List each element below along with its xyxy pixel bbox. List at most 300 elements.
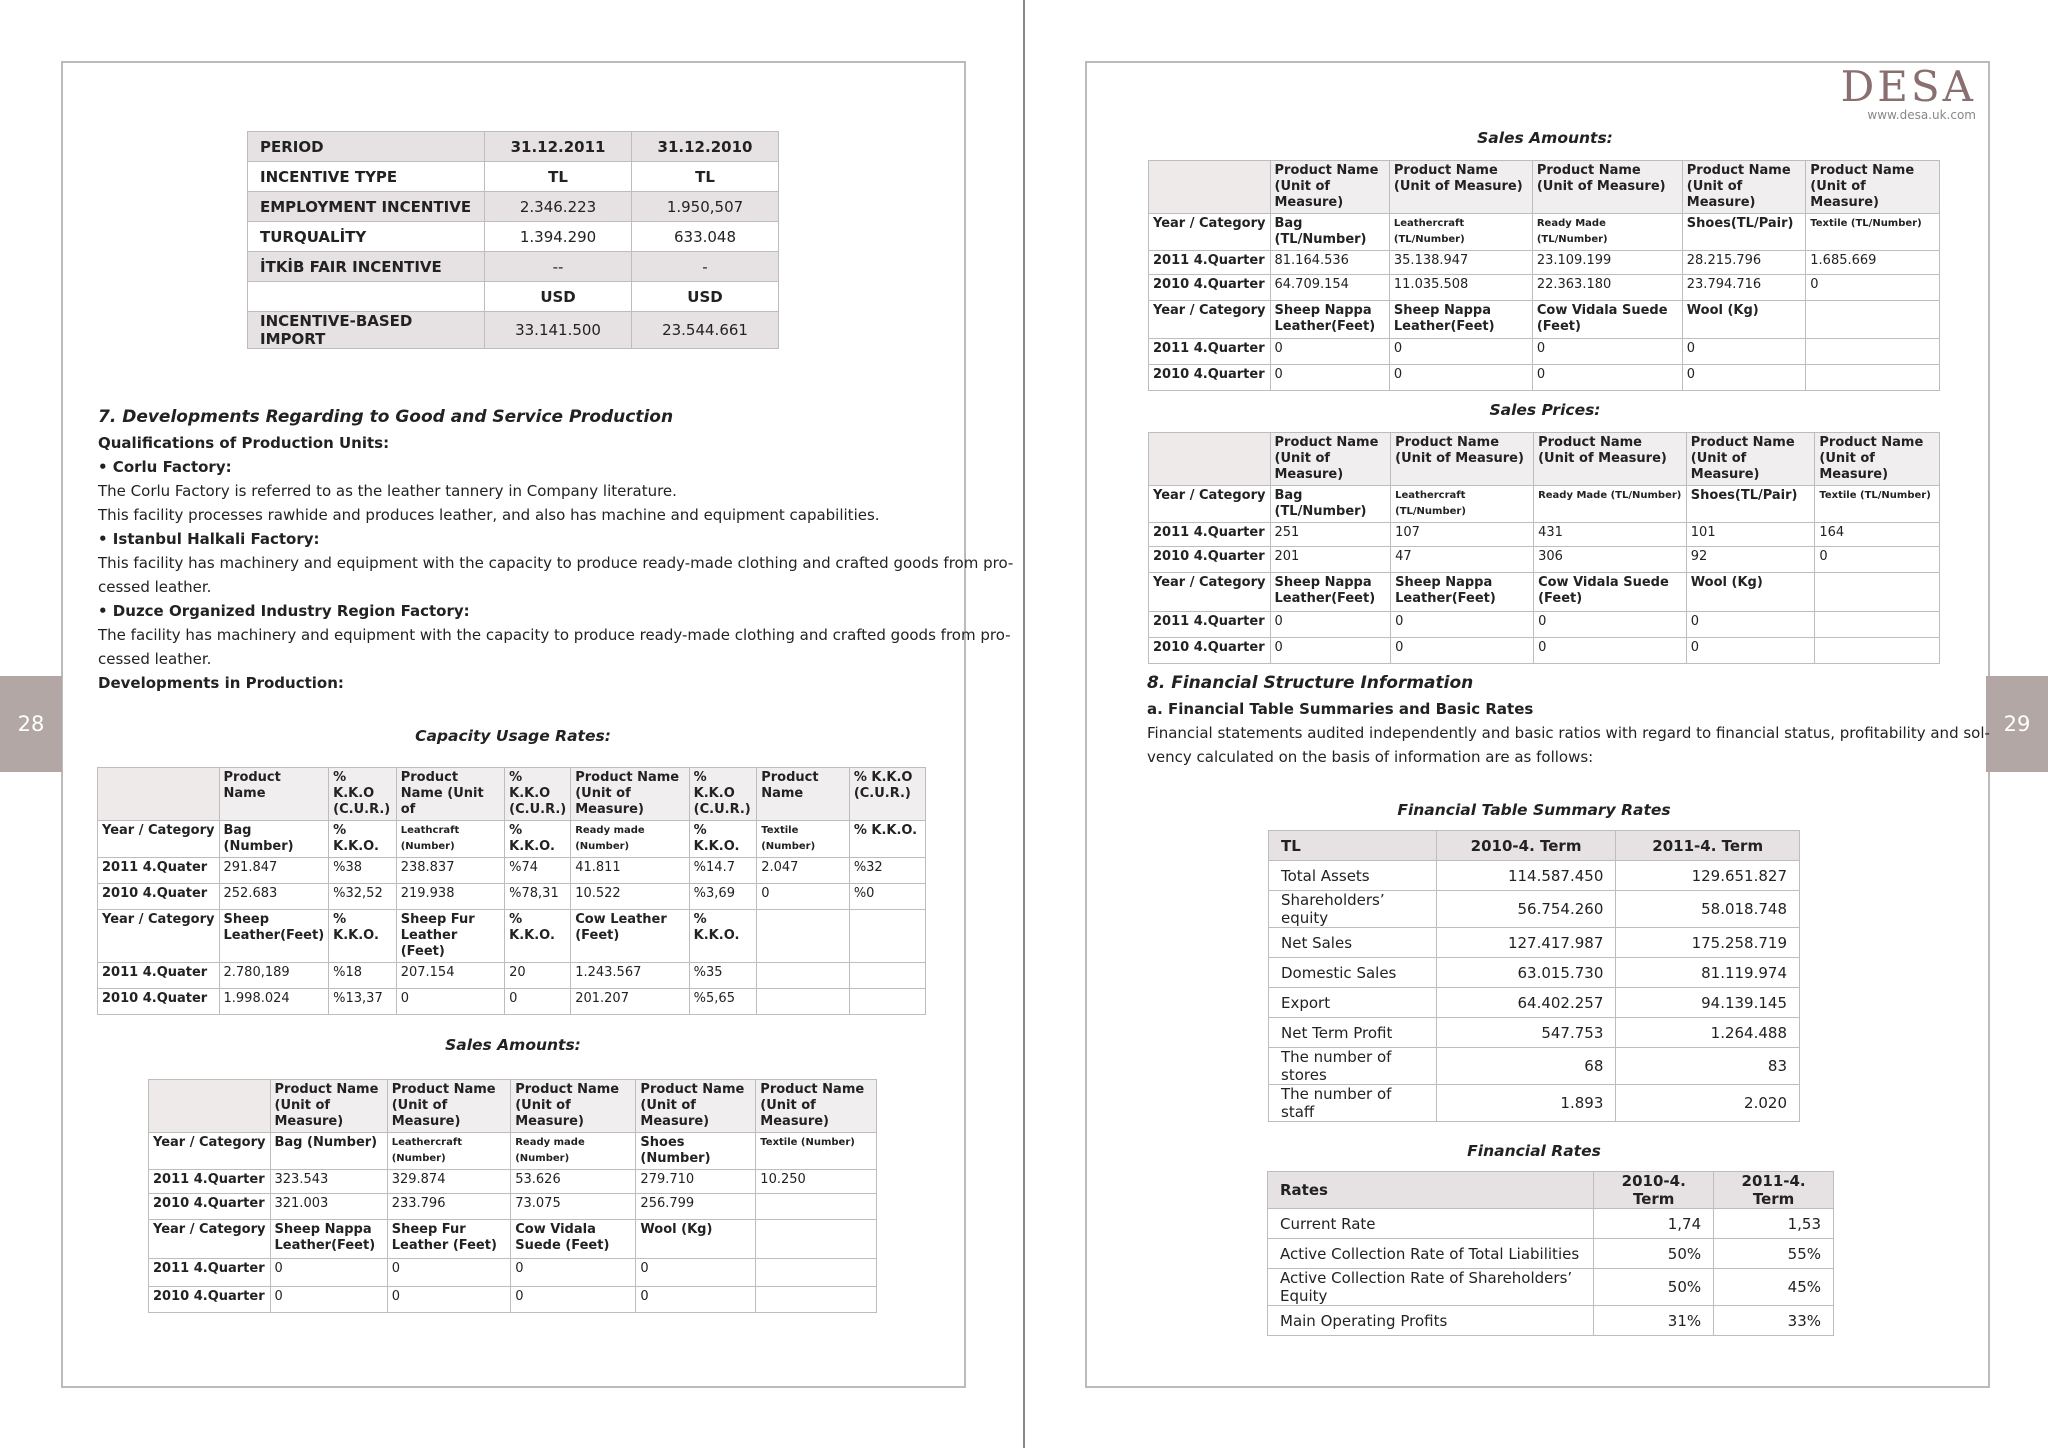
logo-url: www.desa.uk.com — [1867, 108, 1976, 122]
sales-right-cell: 0 — [1806, 275, 1940, 301]
sales-right-cell: 1.685.669 — [1806, 251, 1940, 275]
sales-left-row-label: Year / Category — [149, 1133, 271, 1170]
incentive-value-2010: 31.12.2010 — [632, 132, 779, 162]
halkali-text-1: This facility has machinery and equipment with the capacity to produce ready-made clothing and crafted goods from pro- — [98, 554, 1014, 572]
capacity-row — [98, 989, 926, 1015]
incentive-label: PERIOD — [248, 132, 485, 162]
fin-rates-row-label: Main Operating Profits — [1268, 1306, 1594, 1336]
capacity-row — [98, 821, 926, 858]
capacity-row-label: Year / Category — [98, 821, 220, 858]
capacity-row-label: 2010 4.Quater — [98, 989, 220, 1015]
capacity-cell: 2.047 — [757, 858, 850, 884]
fin-summary-row — [1269, 958, 1800, 988]
incentive-value-2011: -- — [485, 252, 632, 282]
section-7-heading: 7. Developments Regarding to Good and Service Production — [98, 407, 674, 427]
fin-summary-row-label: The number of stores — [1269, 1048, 1437, 1085]
capacity-cell: % K.K.O. — [689, 910, 757, 963]
capacity-cell: 207.154 — [396, 963, 504, 989]
sales-left-cell: Bag (Number) — [270, 1133, 387, 1170]
fin-summary-value: 83 — [1616, 1048, 1800, 1085]
sales-prices-row-label: 2011 4.Quarter — [1149, 523, 1271, 547]
fin-rates-row-label: Active Collection Rate of Total Liabilities — [1268, 1239, 1594, 1269]
fin-summary-value: 1.893 — [1436, 1085, 1616, 1122]
capacity-header-cell: Product Name — [219, 768, 329, 821]
sales-left-header-cell: Product Name (Unit of Measure) — [636, 1080, 756, 1133]
sales-left-cell: 0 — [636, 1287, 756, 1313]
sales-left-cell: 0 — [270, 1287, 387, 1313]
capacity-cell: % K.K.O. — [505, 821, 571, 858]
sales-left-cell: 321.003 — [270, 1194, 387, 1220]
fin-rates-row-label: Active Collection Rate of Shareholders’ Equity — [1268, 1269, 1594, 1306]
incentive-row — [248, 222, 779, 252]
sales-left-cell — [756, 1194, 877, 1220]
fin-summary-row — [1269, 1085, 1800, 1122]
sales-prices-row — [1149, 486, 1940, 523]
developments-subheading: Developments in Production: — [98, 674, 344, 692]
sales-prices-header-cell — [1149, 433, 1271, 486]
sales-prices-cell: 201 — [1270, 547, 1391, 573]
sales-right-cell — [1806, 365, 1940, 391]
sales-left-cell: Wool (Kg) — [636, 1220, 756, 1259]
sales-left-cell: 0 — [511, 1287, 636, 1313]
capacity-cell: Sheep Fur Leather (Feet) — [396, 910, 504, 963]
sales-prices-cell: 0 — [1270, 638, 1391, 664]
capacity-row-label: 2011 4.Quater — [98, 963, 220, 989]
fin-rates-row — [1268, 1239, 1834, 1269]
fin-summary-value: 547.753 — [1436, 1018, 1616, 1048]
sales-right-row-label: 2010 4.Quarter — [1149, 275, 1271, 301]
capacity-cell: 0 — [396, 989, 504, 1015]
fin-summary-value: 81.119.974 — [1616, 958, 1800, 988]
sales-prices-cell: 0 — [1391, 638, 1534, 664]
capacity-cell — [849, 989, 925, 1015]
sales-prices-cell: Shoes(TL/Pair) — [1686, 486, 1815, 523]
capacity-cell: %74 — [505, 858, 571, 884]
sales-right-cell: Sheep Nappa Leather(Feet) — [1389, 301, 1532, 339]
sales-left-cell: 0 — [387, 1259, 511, 1287]
sales-prices-row-label: 2010 4.Quarter — [1149, 547, 1271, 573]
sales-left-cell: 256.799 — [636, 1194, 756, 1220]
sales-right-cell: Ready Made (TL/Number) — [1532, 214, 1682, 251]
sales-right-cell: 35.138.947 — [1389, 251, 1532, 275]
capacity-row-label: Year / Category — [98, 910, 220, 963]
sales-prices-cell: Leathercraft (TL/Number) — [1391, 486, 1534, 523]
fin-summary-value: 58.018.748 — [1616, 891, 1800, 928]
sales-right-cell: Shoes(TL/Pair) — [1682, 214, 1806, 251]
sales-prices-cell: 0 — [1534, 638, 1687, 664]
sales-left-cell: 323.543 — [270, 1170, 387, 1194]
logo-wordmark: DESA — [1840, 62, 1976, 111]
fin-summary-table — [1268, 830, 1800, 1122]
sales-left-row-label: Year / Category — [149, 1220, 271, 1259]
fin-summary-value: 127.417.987 — [1436, 928, 1616, 958]
sales-prices-cell — [1815, 573, 1940, 612]
incentive-value-2010: USD — [632, 282, 779, 312]
sales-prices-header-cell: Product Name (Unit of Measure) — [1391, 433, 1534, 486]
sales-left-row — [149, 1220, 877, 1259]
incentive-value-2010: 633.048 — [632, 222, 779, 252]
capacity-cell: 291.847 — [219, 858, 329, 884]
duzce-factory-bullet: • Duzce Organized Industry Region Factory: — [98, 602, 470, 620]
capacity-header-cell: Product Name (Unit of — [396, 768, 504, 821]
fin-summary-row-label: Domestic Sales — [1269, 958, 1437, 988]
capacity-cell: Sheep Leather(Feet) — [219, 910, 329, 963]
page-number-left: 28 — [0, 676, 62, 772]
fin-rates-row-label: Current Rate — [1268, 1209, 1594, 1239]
sales-left-cell: 10.250 — [756, 1170, 877, 1194]
fin-rates-header-cell: 2010-4. Term — [1594, 1172, 1714, 1209]
fin-summary-row-label: Shareholders’ equity — [1269, 891, 1437, 928]
sales-prices-header-cell: Product Name (Unit of Measure) — [1534, 433, 1687, 486]
section-8-heading: 8. Financial Structure Information — [1147, 673, 1474, 693]
capacity-cell: %13,37 — [329, 989, 397, 1015]
fin-summary-value: 175.258.719 — [1616, 928, 1800, 958]
fin-rates-header-cell: 2011-4. Term — [1714, 1172, 1834, 1209]
capacity-header-cell: Product Name (Unit of Measure) — [571, 768, 689, 821]
sales-amounts-right-title: Sales Amounts: — [1477, 129, 1613, 147]
fin-summary-value: 94.139.145 — [1616, 988, 1800, 1018]
sales-right-cell: 0 — [1389, 339, 1532, 365]
incentive-label: TURQUALİTY — [248, 222, 485, 252]
sales-left-header-cell: Product Name (Unit of Measure) — [270, 1080, 387, 1133]
halkali-factory-bullet: • Istanbul Halkali Factory: — [98, 530, 320, 548]
incentive-value-2011: 31.12.2011 — [485, 132, 632, 162]
sales-prices-header-cell: Product Name (Unit of Measure) — [1270, 433, 1391, 486]
capacity-cell: %0 — [849, 884, 925, 910]
sales-right-cell: Wool (Kg) — [1682, 301, 1806, 339]
capacity-cell: %14.7 — [689, 858, 757, 884]
fin-summary-row-label: Net Sales — [1269, 928, 1437, 958]
capacity-cell: 0 — [757, 884, 850, 910]
sales-right-header-cell: Product Name (Unit of Measure) — [1270, 161, 1389, 214]
sales-left-cell: 233.796 — [387, 1194, 511, 1220]
sales-right-header-cell: Product Name (Unit of Measure) — [1682, 161, 1806, 214]
capacity-cell: 201.207 — [571, 989, 689, 1015]
sales-right-cell: 0 — [1532, 365, 1682, 391]
sales-prices-cell: Bag (TL/Number) — [1270, 486, 1391, 523]
fin-summary-value: 129.651.827 — [1616, 861, 1800, 891]
sales-prices-cell: 0 — [1815, 547, 1940, 573]
fin-rates-table — [1267, 1171, 1834, 1336]
sales-left-cell — [756, 1259, 877, 1287]
sales-right-cell — [1806, 301, 1940, 339]
capacity-cell: Cow Leather (Feet) — [571, 910, 689, 963]
sales-left-header-cell: Product Name (Unit of Measure) — [756, 1080, 877, 1133]
duzce-text-1: The facility has machinery and equipment with the capacity to produce ready-made clothing and crafted goods from pro- — [98, 626, 1011, 644]
sales-prices-row — [1149, 612, 1940, 638]
capacity-row — [98, 963, 926, 989]
section-8-text-1: Financial statements audited independently and basic ratios with regard to financial status, profitability and sol- — [1147, 724, 1990, 742]
fin-summary-row-label: Export — [1269, 988, 1437, 1018]
sales-right-header-cell: Product Name (Unit of Measure) — [1806, 161, 1940, 214]
sales-prices-cell: Ready Made (TL/Number) — [1534, 486, 1687, 523]
sales-prices-cell: 0 — [1686, 612, 1815, 638]
sales-right-row — [1149, 251, 1940, 275]
incentive-row — [248, 132, 779, 162]
capacity-row-label: 2011 4.Quater — [98, 858, 220, 884]
fin-summary-header-cell: 2011-4. Term — [1616, 831, 1800, 861]
sales-left-cell: 279.710 — [636, 1170, 756, 1194]
sales-right-row-label: 2011 4.Quarter — [1149, 339, 1271, 365]
sales-prices-cell: Wool (Kg) — [1686, 573, 1815, 612]
capacity-cell: %3,69 — [689, 884, 757, 910]
fin-rates-row — [1268, 1306, 1834, 1336]
fin-summary-row — [1269, 891, 1800, 928]
capacity-table — [97, 767, 926, 1015]
incentive-value-2011: 1.394.290 — [485, 222, 632, 252]
sales-right-cell: 0 — [1270, 365, 1389, 391]
capacity-header-cell: % K.K.O (C.U.R.) — [689, 768, 757, 821]
sales-prices-header-cell: Product Name (Unit of Measure) — [1815, 433, 1940, 486]
qualifications-subheading: Qualifications of Production Units: — [98, 434, 390, 452]
capacity-cell: Leathcraft (Number) — [396, 821, 504, 858]
sales-prices-row-label: Year / Category — [1149, 573, 1271, 612]
sales-right-cell — [1806, 339, 1940, 365]
capacity-cell: 0 — [505, 989, 571, 1015]
sales-prices-row — [1149, 547, 1940, 573]
capacity-cell: Textile (Number) — [757, 821, 850, 858]
duzce-text-2: cessed leather. — [98, 650, 212, 668]
sales-prices-cell: Sheep Nappa Leather(Feet) — [1270, 573, 1391, 612]
capacity-cell: % K.K.O. — [505, 910, 571, 963]
capacity-cell: %32 — [849, 858, 925, 884]
fin-rates-value: 1,53 — [1714, 1209, 1834, 1239]
sales-right-row — [1149, 214, 1940, 251]
corlu-text-1: The Corlu Factory is referred to as the leather tannery in Company literature. — [98, 482, 677, 500]
capacity-cell: 1.243.567 — [571, 963, 689, 989]
sales-right-cell: 28.215.796 — [1682, 251, 1806, 275]
capacity-header-cell: % K.K.O (C.U.R.) — [505, 768, 571, 821]
sales-left-cell: 53.626 — [511, 1170, 636, 1194]
capacity-cell: %32,52 — [329, 884, 397, 910]
sales-prices-row — [1149, 573, 1940, 612]
capacity-cell: 1.998.024 — [219, 989, 329, 1015]
sales-prices-cell: 0 — [1534, 612, 1687, 638]
sales-right-cell: 0 — [1389, 365, 1532, 391]
sales-prices-cell: Sheep Nappa Leather(Feet) — [1391, 573, 1534, 612]
sales-left-header-row — [149, 1080, 877, 1133]
sales-right-cell: 0 — [1270, 339, 1389, 365]
incentive-table — [247, 131, 779, 349]
sales-prices-row — [1149, 523, 1940, 547]
capacity-row — [98, 910, 926, 963]
sales-right-cell: Cow Vidala Suede (Feet) — [1532, 301, 1682, 339]
halkali-text-2: cessed leather. — [98, 578, 212, 596]
fin-rates-row — [1268, 1269, 1834, 1306]
incentive-value-2011: 33.141.500 — [485, 312, 632, 349]
sales-right-cell: 0 — [1682, 339, 1806, 365]
sales-left-row-label: 2010 4.Quarter — [149, 1194, 271, 1220]
sales-right-cell: 23.794.716 — [1682, 275, 1806, 301]
capacity-cell — [849, 963, 925, 989]
corlu-text-2: This facility processes rawhide and produces leather, and also has machine and equipment capabilities. — [98, 506, 880, 524]
fin-rates-header-cell: Rates — [1268, 1172, 1594, 1209]
sales-right-row-label: 2010 4.Quarter — [1149, 365, 1271, 391]
sales-right-row — [1149, 365, 1940, 391]
sales-left-cell: 329.874 — [387, 1170, 511, 1194]
sales-prices-cell: Cow Vidala Suede (Feet) — [1534, 573, 1687, 612]
capacity-cell: %5,65 — [689, 989, 757, 1015]
sales-left-cell: Textile (Number) — [756, 1133, 877, 1170]
capacity-cell: %35 — [689, 963, 757, 989]
sales-prices-cell: 0 — [1686, 638, 1815, 664]
sales-prices-cell: 164 — [1815, 523, 1940, 547]
capacity-cell — [757, 910, 850, 963]
sales-left-cell: Sheep Fur Leather (Feet) — [387, 1220, 511, 1259]
sales-prices-cell: 0 — [1391, 612, 1534, 638]
incentive-value-2010: 1.950,507 — [632, 192, 779, 222]
sales-left-row-label: 2010 4.Quarter — [149, 1287, 271, 1313]
capacity-cell: 2.780,189 — [219, 963, 329, 989]
capacity-cell: %18 — [329, 963, 397, 989]
sales-prices-header-cell: Product Name (Unit of Measure) — [1686, 433, 1815, 486]
capacity-header-cell: Product Name — [757, 768, 850, 821]
sales-right-cell: Bag (TL/Number) — [1270, 214, 1389, 251]
capacity-cell — [757, 989, 850, 1015]
capacity-cell: 238.837 — [396, 858, 504, 884]
sales-right-header-cell — [1149, 161, 1271, 214]
sales-right-row — [1149, 301, 1940, 339]
incentive-value-2011: 2.346.223 — [485, 192, 632, 222]
fin-summary-value: 114.587.450 — [1436, 861, 1616, 891]
sales-right-cell: 0 — [1532, 339, 1682, 365]
capacity-cell: 10.522 — [571, 884, 689, 910]
fin-summary-row — [1269, 1048, 1800, 1085]
sales-prices-cell — [1815, 638, 1940, 664]
incentive-value-2010: TL — [632, 162, 779, 192]
fin-rates-value: 45% — [1714, 1269, 1834, 1306]
sales-prices-row-label: 2011 4.Quarter — [1149, 612, 1271, 638]
sales-right-row-label: Year / Category — [1149, 301, 1271, 339]
sales-right-cell: 11.035.508 — [1389, 275, 1532, 301]
sales-right-cell: Textile (TL/Number) — [1806, 214, 1940, 251]
sales-left-cell: Ready made (Number) — [511, 1133, 636, 1170]
capacity-cell: 219.938 — [396, 884, 504, 910]
sales-left-cell: Cow Vidala Suede (Feet) — [511, 1220, 636, 1259]
incentive-label: INCENTIVE-BASED IMPORT — [248, 312, 485, 349]
capacity-row-label: 2010 4.Quater — [98, 884, 220, 910]
capacity-cell: % K.K.O. — [329, 821, 397, 858]
sales-prices-cell — [1815, 612, 1940, 638]
sales-right-cell: 81.164.536 — [1270, 251, 1389, 275]
incentive-value-2010: 23.544.661 — [632, 312, 779, 349]
sales-right-header-cell: Product Name (Unit of Measure) — [1389, 161, 1532, 214]
fin-summary-row-label: Total Assets — [1269, 861, 1437, 891]
fin-rates-value: 1,74 — [1594, 1209, 1714, 1239]
sales-left-cell: 0 — [636, 1259, 756, 1287]
sales-prices-cell: 251 — [1270, 523, 1391, 547]
sales-left-cell: 0 — [511, 1259, 636, 1287]
sales-prices-cell: Textile (TL/Number) — [1815, 486, 1940, 523]
incentive-row — [248, 252, 779, 282]
incentive-label — [248, 282, 485, 312]
sales-right-row-label: Year / Category — [1149, 214, 1271, 251]
incentive-value-2011: TL — [485, 162, 632, 192]
sales-right-cell: 64.709.154 — [1270, 275, 1389, 301]
fin-rates-value: 50% — [1594, 1269, 1714, 1306]
fin-summary-row — [1269, 861, 1800, 891]
corlu-factory-bullet: • Corlu Factory: — [98, 458, 232, 476]
sales-left-cell: Leathercraft (Number) — [387, 1133, 511, 1170]
fin-rates-header-row — [1268, 1172, 1834, 1209]
capacity-cell: %78,31 — [505, 884, 571, 910]
fin-summary-row-label: The number of staff — [1269, 1085, 1437, 1122]
capacity-row — [98, 884, 926, 910]
sales-right-cell: Sheep Nappa Leather(Feet) — [1270, 301, 1389, 339]
sales-left-row — [149, 1133, 877, 1170]
fin-summary-header-cell: TL — [1269, 831, 1437, 861]
fin-rates-value: 55% — [1714, 1239, 1834, 1269]
sales-left-header-cell — [149, 1080, 271, 1133]
section-8-subheading: a. Financial Table Summaries and Basic Rates — [1147, 700, 1534, 718]
sales-left-row — [149, 1170, 877, 1194]
incentive-label: İTKİB FAIR INCENTIVE — [248, 252, 485, 282]
fin-rates-title: Financial Rates — [1467, 1142, 1601, 1160]
fin-summary-header-row — [1269, 831, 1800, 861]
sales-left-cell: Shoes (Number) — [636, 1133, 756, 1170]
sales-prices-cell: 107 — [1391, 523, 1534, 547]
sales-right-cell: Leathercraft (TL/Number) — [1389, 214, 1532, 251]
section-8-text-2: vency calculated on the basis of information are as follows: — [1147, 748, 1594, 766]
sales-left-cell: 0 — [270, 1259, 387, 1287]
sales-right-header-cell: Product Name (Unit of Measure) — [1532, 161, 1682, 214]
sales-right-row-label: 2011 4.Quarter — [1149, 251, 1271, 275]
incentive-row — [248, 162, 779, 192]
fin-summary-value: 63.015.730 — [1436, 958, 1616, 988]
sales-left-row-label: 2011 4.Quarter — [149, 1259, 271, 1287]
sales-left-row — [149, 1287, 877, 1313]
fin-summary-value: 1.264.488 — [1616, 1018, 1800, 1048]
sales-prices-row — [1149, 638, 1940, 664]
incentive-label: EMPLOYMENT INCENTIVE — [248, 192, 485, 222]
capacity-cell: % K.K.O. — [329, 910, 397, 963]
capacity-header-row — [98, 768, 926, 821]
page-number-right: 29 — [1986, 676, 2048, 772]
desa-logo — [1840, 62, 1976, 122]
capacity-header-cell: % K.K.O (C.U.R.) — [329, 768, 397, 821]
sales-left-row-label: 2011 4.Quarter — [149, 1170, 271, 1194]
incentive-row — [248, 312, 779, 349]
sales-prices-cell: 0 — [1270, 612, 1391, 638]
sales-left-header-cell: Product Name (Unit of Measure) — [511, 1080, 636, 1133]
sales-left-row — [149, 1259, 877, 1287]
capacity-cell: 20 — [505, 963, 571, 989]
capacity-cell: 252.683 — [219, 884, 329, 910]
sales-prices-row-label: 2010 4.Quarter — [1149, 638, 1271, 664]
incentive-label: INCENTIVE TYPE — [248, 162, 485, 192]
capacity-header-cell — [98, 768, 220, 821]
sales-left-cell: Sheep Nappa Leather(Feet) — [270, 1220, 387, 1259]
capacity-cell: % K.K.O. — [689, 821, 757, 858]
incentive-row — [248, 282, 779, 312]
capacity-cell — [757, 963, 850, 989]
sales-prices-cell: 431 — [1534, 523, 1687, 547]
sales-left-cell — [756, 1287, 877, 1313]
sales-amounts-left-table — [148, 1079, 877, 1313]
capacity-title: Capacity Usage Rates: — [415, 727, 611, 745]
sales-prices-cell: 306 — [1534, 547, 1687, 573]
sales-prices-cell: 47 — [1391, 547, 1534, 573]
sales-right-header-row — [1149, 161, 1940, 214]
capacity-cell: %38 — [329, 858, 397, 884]
sales-prices-cell: 92 — [1686, 547, 1815, 573]
fin-summary-row — [1269, 928, 1800, 958]
sales-left-row — [149, 1194, 877, 1220]
sales-right-row — [1149, 339, 1940, 365]
capacity-cell: Bag (Number) — [219, 821, 329, 858]
sales-right-cell: 0 — [1682, 365, 1806, 391]
sales-prices-row-label: Year / Category — [1149, 486, 1271, 523]
